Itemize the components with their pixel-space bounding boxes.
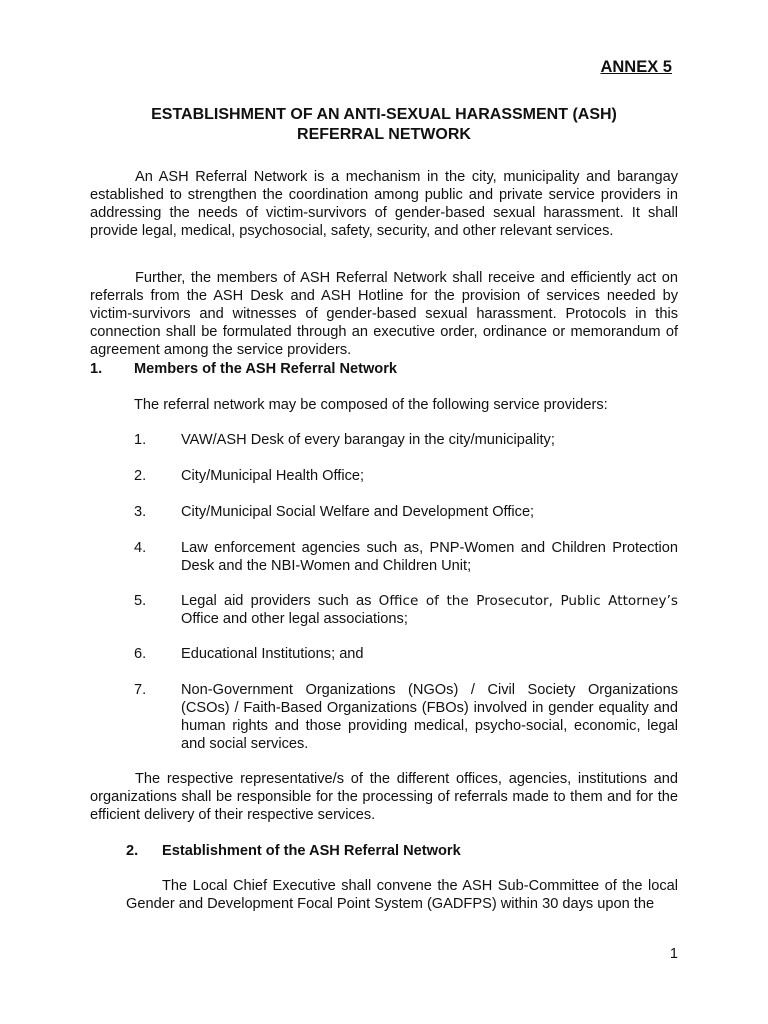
section-2-number: 2. bbox=[126, 843, 139, 859]
list-item-text: Law enforcement agencies such as, PNP-Women and Children Protection Desk and the NBI-Women and Children Unit; bbox=[181, 540, 678, 574]
list-item bbox=[134, 467, 678, 485]
paragraph-further: Further, the members of ASH Referral Network shall receive and efficiently act on referrals from the ASH Desk and ASH Hotline for the provision of services needed by victim-survivors and witnesses of gender-based sexual harassment. Protocols in this connection shall be formulated through an executive order, ordinance or memorandum of agreement among the service providers. bbox=[90, 270, 678, 358]
section-2-text: The Local Chief Executive shall convene the ASH Sub-Committee of the local Gender and Development Focal Point System (GADFPS) within 30 days upon the bbox=[126, 878, 678, 912]
list-item bbox=[134, 645, 678, 663]
list-item-text: Non-Government Organizations (NGOs) / Civil Society Organizations (CSOs) / Faith-Based Organizations (FBOs) involved in gender equality and human rights and those providing medical, psycho-social, economic, legal and social services. bbox=[181, 682, 678, 752]
list-item bbox=[134, 431, 678, 449]
list-item-number: 5. bbox=[134, 593, 147, 609]
title-line-1: ESTABLISHMENT OF AN ANTI-SEXUAL HARASSMENT (ASH) bbox=[151, 106, 617, 123]
list-item bbox=[134, 503, 678, 521]
paragraph-intro: An ASH Referral Network is a mechanism in the city, municipality and barangay established to strengthen the coordination among public and private service providers in addressing the needs of victim-survivors of gender-based sexual harassment. It shall provide legal, medical, psychosocial, safety, security, and other relevant services. bbox=[90, 169, 678, 239]
section-1-heading: Members of the ASH Referral Network bbox=[134, 361, 398, 377]
list-item-number: 3. bbox=[134, 504, 147, 520]
list-item-number: 2. bbox=[134, 468, 147, 484]
list-item-text: VAW/ASH Desk of every barangay in the city/municipality; bbox=[181, 432, 555, 448]
list-item-text: Educational Institutions; and bbox=[181, 646, 364, 662]
section-1-intro: The referral network may be composed of the following service providers: bbox=[134, 397, 608, 413]
list-item bbox=[134, 592, 678, 628]
list-item-text-part: Legal aid providers such as bbox=[181, 593, 379, 609]
section-2-heading: Establishment of the ASH Referral Network bbox=[162, 843, 461, 859]
document-title bbox=[90, 105, 678, 145]
list-item-text-part: Office and other legal associations; bbox=[181, 611, 408, 627]
list-item-number: 6. bbox=[134, 646, 147, 662]
list-item-text: City/Municipal Social Welfare and Development Office; bbox=[181, 504, 535, 520]
list-item-number: 1. bbox=[134, 432, 147, 448]
section-1-closing: The respective representative/s of the different offices, agencies, institutions and organizations shall be responsible for the processing of referrals made to them and for the efficient delivery of their respective services. bbox=[90, 771, 678, 823]
list-item bbox=[134, 681, 678, 753]
list-item-text-part: Office of the Prosecutor, Public Attorney’s bbox=[378, 593, 678, 609]
list-item-text: City/Municipal Health Office; bbox=[181, 468, 365, 484]
annex-label: ANNEX 5 bbox=[600, 58, 672, 76]
list-item-text bbox=[181, 592, 678, 628]
list-item-number: 7. bbox=[134, 682, 147, 698]
page-number: 1 bbox=[669, 946, 678, 962]
section-1-number: 1. bbox=[90, 361, 103, 377]
list-item bbox=[134, 539, 678, 575]
title-line-2: REFERRAL NETWORK bbox=[297, 126, 471, 143]
list-item-number: 4. bbox=[134, 540, 147, 556]
